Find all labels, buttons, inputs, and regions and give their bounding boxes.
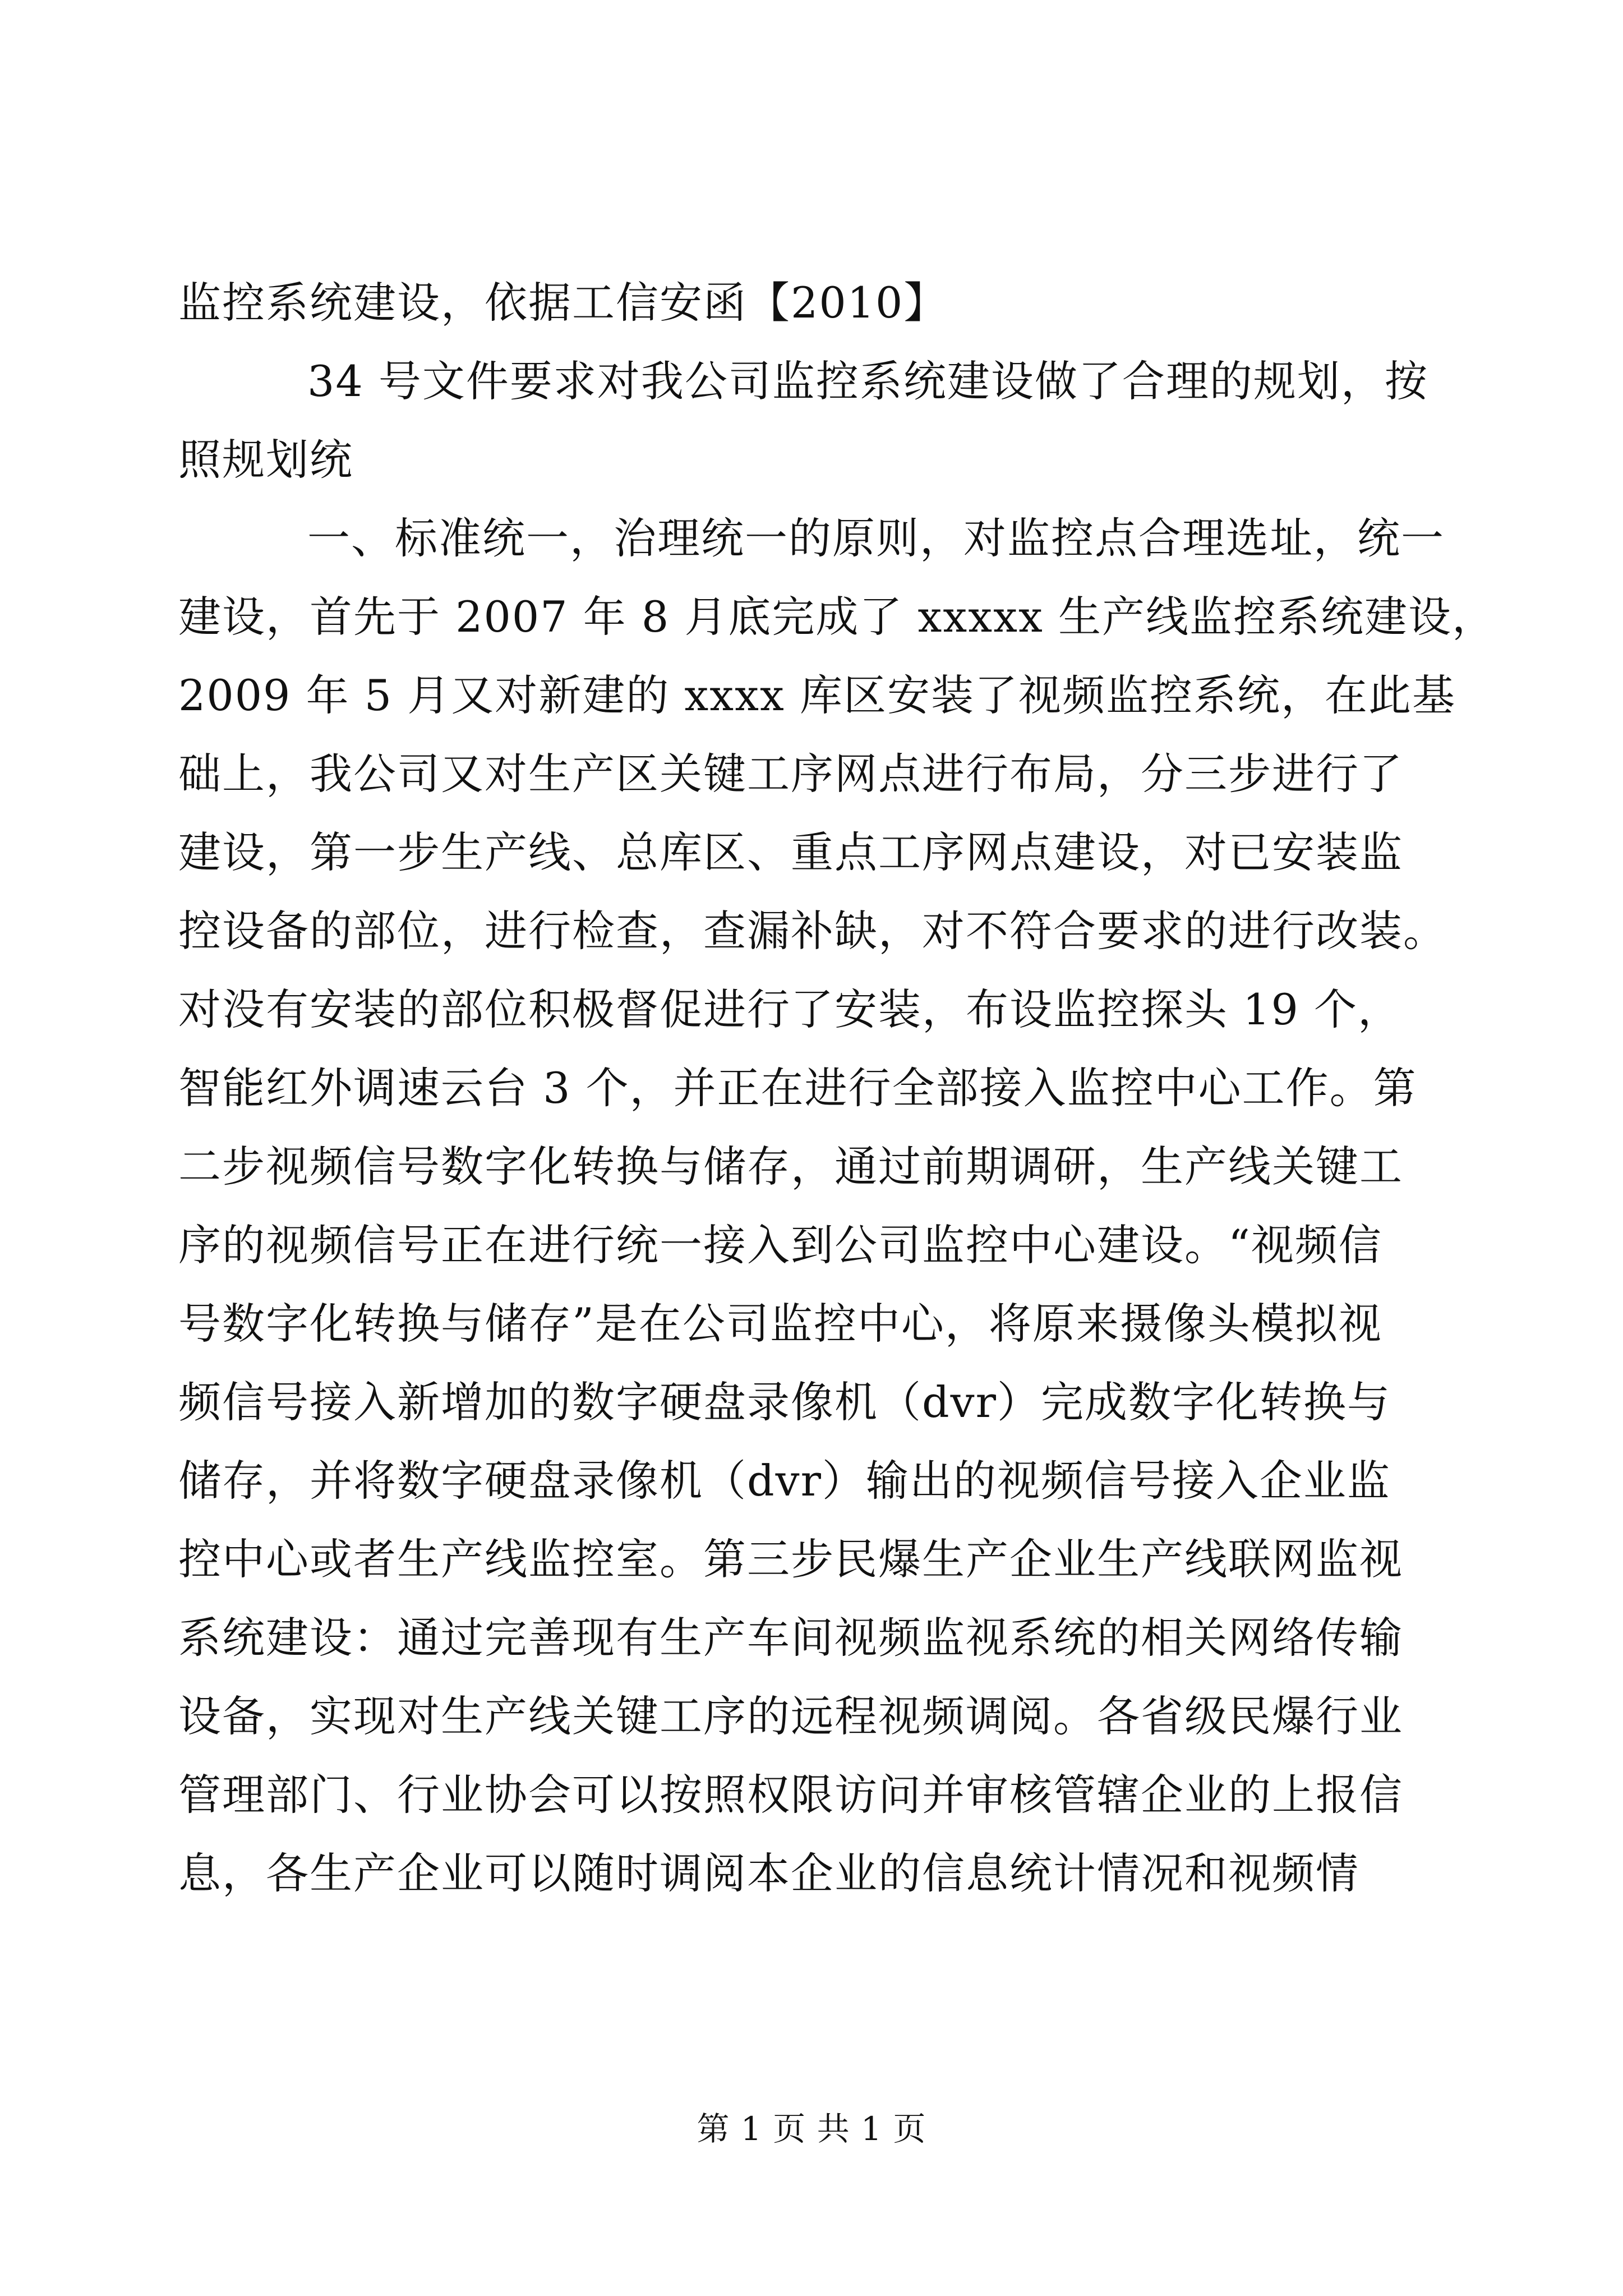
page-footer: [0, 2106, 1623, 2151]
document-body: [178, 264, 1496, 1913]
text-line: 序的视频信号正在进行统一接入到公司监控中心建设。“视频信: [178, 1220, 1382, 1270]
text-line: 控设备的部位，进行检查，查漏补缺，对不符合要求的进行改装。: [178, 906, 1447, 956]
text-line: 智能红外调速云台 3 个，并正在进行全部接入监控中心工作。第: [178, 1063, 1417, 1113]
text-line: 监控系统建设，依据工信安函【2010】: [178, 278, 948, 328]
text-line: 储存，并将数字硬盘录像机（dvr）输出的视频信号接入企业监: [178, 1456, 1391, 1506]
text-line: 号数字化转换与储存”是在公司监控中心，将原来摄像头模拟视: [178, 1299, 1382, 1349]
text-line: 34 号文件要求对我公司监控系统建设做了合理的规划，按: [307, 356, 1428, 406]
text-line: 频信号接入新增加的数字硬盘录像机（dvr）完成数字化转换与: [178, 1377, 1391, 1427]
text-line: 建设，首先于 2007 年 8 月底完成了 xxxxx 生产线监控系统建设，: [178, 592, 1496, 642]
page-number: 第 1 页 共 1 页: [697, 2110, 926, 2148]
text-line: 对没有安装的部位积极督促进行了安装，布设监控探头 19 个，: [178, 984, 1402, 1034]
text-line: 管理部门、行业协会可以按照权限访问并审核管辖企业的上报信: [178, 1770, 1403, 1820]
text-line: 设备，实现对生产线关键工序的远程视频调阅。各省级民爆行业: [178, 1691, 1403, 1741]
text-line: 建设，第一步生产线、总库区、重点工序网点建设，对已安装监: [178, 827, 1403, 877]
text-line: 2009 年 5 月又对新建的 xxxx 库区安装了视频监控系统，在此基: [178, 670, 1456, 720]
text-line: 二步视频信号数字化转换与储存，通过前期调研，生产线关键工: [178, 1142, 1403, 1191]
text-line: 系统建设：通过完善现有生产车间视频监视系统的相关网络传输: [178, 1613, 1403, 1663]
text-line: 一、标准统一，治理统一的原则，对监控点合理选址，统一: [307, 513, 1445, 563]
text-line: 控中心或者生产线监控室。第三步民爆生产企业生产线联网监视: [178, 1534, 1403, 1584]
text-line: 照规划统: [178, 435, 353, 485]
text-line: 础上，我公司又对生产区关键工序网点进行布局，分三步进行了: [178, 749, 1403, 799]
text-line: 息，各生产企业可以随时调阅本企业的信息统计情况和视频情: [178, 1848, 1359, 1898]
